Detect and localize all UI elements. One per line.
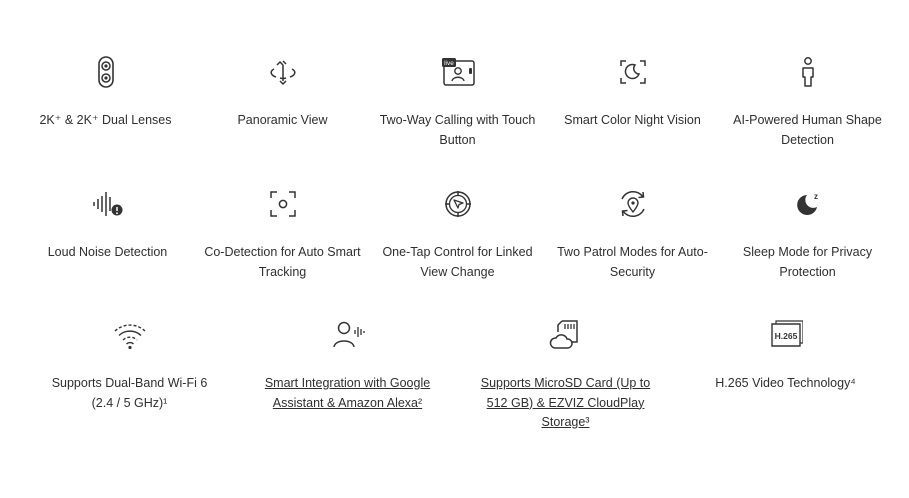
feature-sleep-mode — [720, 187, 895, 282]
feature-dual-lenses — [18, 55, 193, 131]
feature-label: Smart Color Night Vision — [564, 113, 701, 127]
feature-auto-tracking — [195, 187, 370, 282]
feature-patrol-modes — [545, 187, 720, 282]
feature-label: 2K⁺ & 2K⁺ Dual Lenses — [39, 113, 172, 127]
feature-two-way-calling — [370, 55, 545, 150]
feature-microsd-cloud — [478, 318, 653, 433]
feature-smart-integration — [260, 318, 435, 413]
feature-loud-noise — [20, 187, 195, 263]
one-tap-target-icon — [441, 187, 475, 221]
feature-label: Supports Dual-Band Wi-Fi 6 (2.4 / 5 GHz)¹ — [51, 376, 208, 410]
feature-human-shape — [720, 55, 895, 150]
feature-h265 — [698, 318, 873, 394]
h265-icon — [769, 318, 803, 352]
feature-label: Two Patrol Modes for Auto-Security — [557, 245, 708, 279]
human-shape-icon — [791, 55, 825, 89]
auto-tracking-icon — [266, 187, 300, 221]
h265-badge: H.265 — [774, 331, 797, 341]
microsd-cloud-link[interactable]: Supports MicroSD Card (Up to 512 GB) & EZVIZ CloudPlay Storage³ — [480, 376, 651, 429]
sound-alert-icon — [91, 187, 125, 221]
feature-label: Panoramic View — [237, 113, 328, 127]
feature-label: Loud Noise Detection — [47, 245, 168, 259]
feature-label: AI-Powered Human Shape Detection — [733, 113, 882, 147]
sleep-z-badge: z — [813, 192, 818, 201]
live-call-icon — [441, 55, 475, 89]
panoramic-rotate-icon — [266, 55, 300, 89]
feature-label: Co-Detection for Auto Smart Tracking — [204, 245, 361, 279]
sd-cloud-icon — [549, 318, 583, 352]
feature-wifi6 — [42, 318, 217, 413]
night-vision-icon — [616, 55, 650, 89]
feature-one-tap-control — [370, 187, 545, 282]
live-badge: live — [443, 60, 454, 67]
voice-assistant-icon — [331, 318, 365, 352]
feature-night-vision — [545, 55, 720, 131]
dual-lens-icon — [89, 55, 123, 89]
feature-label: Sleep Mode for Privacy Protection — [742, 245, 873, 279]
feature-label: Two-Way Calling with Touch Button — [379, 113, 536, 147]
wifi-icon — [113, 318, 147, 352]
feature-label: H.265 Video Technology⁴ — [715, 376, 856, 390]
feature-label: One-Tap Control for Linked View Change — [382, 245, 533, 279]
feature-panoramic-view — [195, 55, 370, 131]
smart-integration-link[interactable]: Smart Integration with Google Assistant & Amazon Alexa² — [264, 376, 431, 410]
patrol-location-icon — [616, 187, 650, 221]
sleep-moon-icon — [791, 187, 825, 221]
